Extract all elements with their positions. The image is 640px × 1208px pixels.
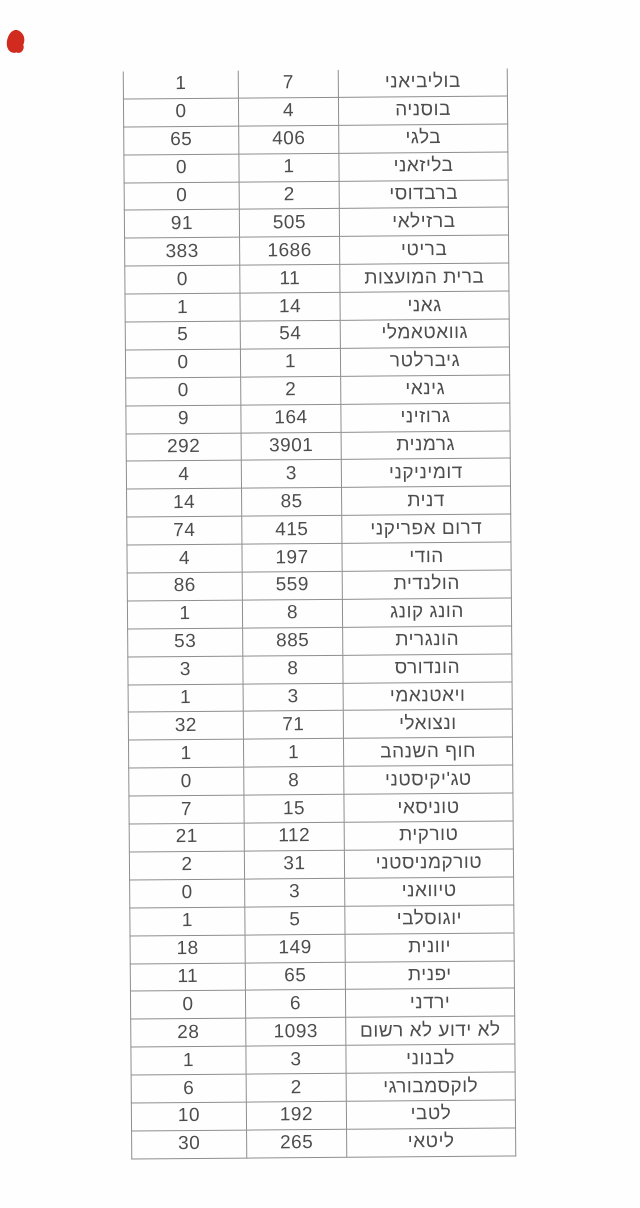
nationality-cell: ברבדוסי	[339, 180, 508, 209]
nationality-cell: דומיניקני	[341, 458, 510, 487]
table-row	[126, 431, 510, 462]
nationality-cell: גינאי	[341, 375, 510, 404]
count-left-cell: 28	[131, 1018, 246, 1047]
nationality-cell: גרוזיני	[341, 403, 510, 432]
count-mid-cell: 8	[243, 655, 343, 684]
count-left-cell: 4	[126, 461, 241, 490]
nationality-cell: בוליביאני	[338, 69, 507, 98]
count-mid-cell: 3	[246, 1045, 346, 1074]
nationality-cell: ברית המועצות	[340, 263, 509, 292]
count-left-cell: 0	[124, 154, 239, 183]
nationality-cell: חוף השנהב	[343, 737, 512, 766]
nationality-cell: גרמנית	[341, 431, 510, 460]
table-row	[127, 542, 511, 573]
count-mid-cell: 8	[242, 599, 342, 628]
table-row	[125, 235, 509, 266]
nationality-cell: טוניסאי	[344, 793, 513, 822]
nationality-cell: דנית	[342, 486, 511, 515]
table-row	[126, 403, 510, 434]
table-row	[129, 793, 513, 824]
table-row	[130, 877, 514, 908]
nationality-cell: הודי	[342, 542, 511, 571]
count-left-cell: 32	[128, 712, 243, 741]
nationality-cell: ירדני	[345, 988, 514, 1017]
count-left-cell: 2	[129, 851, 244, 880]
table-row	[125, 263, 509, 294]
count-mid-cell: 164	[241, 404, 341, 433]
count-left-cell: 7	[129, 795, 244, 824]
table-row	[127, 598, 511, 629]
count-mid-cell: 415	[242, 516, 342, 545]
nationality-cell: ויאטנאמי	[343, 682, 512, 711]
table-row	[127, 570, 511, 601]
nationality-cell: לוקסמבורגי	[346, 1072, 515, 1101]
nationality-cell: גוואטאמלי	[340, 319, 509, 348]
table-row	[125, 347, 509, 378]
count-left-cell: 86	[127, 572, 242, 601]
nationality-cell: טורקמניסטני	[344, 849, 513, 878]
table-row	[128, 737, 512, 768]
nationality-cell: הונגרית	[343, 626, 512, 655]
count-mid-cell: 65	[245, 962, 345, 991]
nationality-cell: הולנדית	[342, 570, 511, 599]
count-mid-cell: 5	[245, 906, 345, 935]
table-row	[130, 933, 514, 964]
count-left-cell: 53	[128, 628, 243, 657]
count-left-cell: 383	[125, 237, 240, 266]
count-mid-cell: 11	[240, 265, 340, 294]
table-row	[128, 682, 512, 713]
nationality-cell: גיברלטר	[340, 347, 509, 376]
count-mid-cell: 3	[241, 460, 341, 489]
nationality-cell: לא ידוע לא רשום	[346, 1016, 515, 1045]
count-left-cell: 3	[128, 656, 243, 685]
table-row	[123, 96, 507, 127]
table-row	[131, 1072, 515, 1103]
count-left-cell: 0	[129, 767, 244, 796]
nationality-cell: בליזאני	[339, 152, 508, 181]
count-left-cell: 9	[126, 405, 241, 434]
nationality-cell: בוסניה	[338, 96, 507, 125]
count-mid-cell: 559	[242, 571, 342, 600]
count-mid-cell: 1	[243, 739, 343, 768]
count-left-cell: 65	[124, 126, 239, 155]
count-mid-cell: 14	[240, 292, 340, 321]
count-mid-cell: 2	[246, 1073, 346, 1102]
nationality-cell: לטבי	[346, 1100, 515, 1129]
count-mid-cell: 885	[243, 627, 343, 656]
count-mid-cell: 406	[239, 125, 339, 154]
count-mid-cell: 3901	[241, 432, 341, 461]
count-left-cell: 4	[127, 544, 242, 573]
table-row	[131, 1016, 515, 1047]
nationality-cell: הונג קונג	[342, 598, 511, 627]
count-left-cell: 10	[131, 1102, 246, 1131]
count-left-cell: 0	[130, 990, 245, 1019]
table-row	[124, 180, 508, 211]
nationality-cell: ברזילאי	[339, 207, 508, 236]
table-row	[125, 291, 509, 322]
count-mid-cell: 6	[245, 990, 345, 1019]
nationality-cell: יפנית	[345, 960, 514, 989]
count-mid-cell: 1093	[246, 1018, 346, 1047]
table-row	[127, 486, 511, 517]
table-row	[130, 960, 514, 991]
count-left-cell: 74	[127, 516, 242, 545]
count-mid-cell: 7	[238, 70, 338, 98]
count-mid-cell: 71	[243, 711, 343, 740]
count-mid-cell: 1686	[240, 237, 340, 266]
count-left-cell: 14	[127, 488, 242, 517]
count-mid-cell: 3	[243, 683, 343, 712]
count-mid-cell: 4	[238, 97, 338, 126]
count-mid-cell: 1	[239, 153, 339, 182]
count-left-cell: 6	[131, 1074, 246, 1103]
nationality-cell: גאני	[340, 291, 509, 320]
count-left-cell: 0	[130, 879, 245, 908]
nationality-cell: דרום אפריקני	[342, 514, 511, 543]
table-row	[128, 709, 512, 740]
count-left-cell: 91	[124, 210, 239, 239]
table-row	[131, 1100, 515, 1131]
count-mid-cell: 54	[240, 320, 340, 349]
count-mid-cell: 197	[242, 543, 342, 572]
table-row	[130, 988, 514, 1019]
count-left-cell: 0	[125, 349, 240, 378]
count-left-cell: 1	[130, 907, 245, 936]
nationality-cell: ונצואלי	[343, 709, 512, 738]
nationality-cell: בלגי	[339, 124, 508, 153]
nationality-cell: בריטי	[340, 235, 509, 264]
count-mid-cell: 505	[239, 209, 339, 238]
nationalities-table-body	[123, 69, 516, 1159]
count-mid-cell: 15	[244, 794, 344, 823]
count-mid-cell: 149	[245, 934, 345, 963]
table-row	[125, 319, 509, 350]
nationality-table-container	[123, 69, 517, 1160]
count-left-cell: 0	[124, 182, 239, 211]
nationality-cell: ליטאי	[347, 1128, 516, 1157]
count-left-cell: 21	[129, 823, 244, 852]
table-row	[128, 626, 512, 657]
table-row	[127, 514, 511, 545]
count-left-cell: 1	[128, 684, 243, 713]
table-row	[129, 849, 513, 880]
count-left-cell: 1	[125, 293, 240, 322]
count-mid-cell: 1	[240, 348, 340, 377]
count-left-cell: 0	[125, 265, 240, 294]
count-left-cell: 0	[126, 377, 241, 406]
table-row	[124, 124, 508, 155]
count-mid-cell: 3	[245, 878, 345, 907]
count-left-cell: 292	[126, 433, 241, 462]
nationality-cell: לבנוני	[346, 1044, 515, 1073]
count-mid-cell: 112	[244, 822, 344, 851]
count-left-cell: 0	[123, 98, 238, 127]
table-row	[130, 905, 514, 936]
count-mid-cell: 2	[241, 376, 341, 405]
table-row	[131, 1044, 515, 1075]
nationalities-table	[123, 69, 517, 1160]
count-mid-cell: 2	[239, 181, 339, 210]
nationality-cell: יוונית	[345, 933, 514, 962]
count-left-cell: 5	[125, 321, 240, 350]
nationality-cell: טג'יקיסטני	[344, 765, 513, 794]
table-row	[129, 765, 513, 796]
count-left-cell: 11	[130, 963, 245, 992]
nationality-cell: יוגוסלבי	[345, 905, 514, 934]
count-left-cell: 1	[123, 71, 238, 99]
table-row	[126, 458, 510, 489]
table-row	[123, 69, 507, 99]
count-left-cell: 1	[131, 1046, 246, 1075]
table-row	[124, 207, 508, 238]
table-row	[128, 654, 512, 685]
count-mid-cell: 8	[244, 767, 344, 796]
count-mid-cell: 85	[242, 488, 342, 517]
count-left-cell: 30	[132, 1130, 247, 1159]
nationality-cell: טורקית	[344, 821, 513, 850]
table-row	[126, 375, 510, 406]
count-mid-cell: 265	[247, 1129, 347, 1158]
nationality-cell: הונדורס	[343, 654, 512, 683]
count-left-cell: 18	[130, 935, 245, 964]
table-row	[132, 1128, 516, 1159]
count-mid-cell: 31	[244, 850, 344, 879]
count-left-cell: 1	[128, 739, 243, 768]
nationality-cell: טיוואני	[345, 877, 514, 906]
table-row	[129, 821, 513, 852]
table-row	[124, 152, 508, 183]
red-annotation-mark	[4, 28, 26, 54]
count-left-cell: 1	[127, 600, 242, 629]
count-mid-cell: 192	[246, 1101, 346, 1130]
